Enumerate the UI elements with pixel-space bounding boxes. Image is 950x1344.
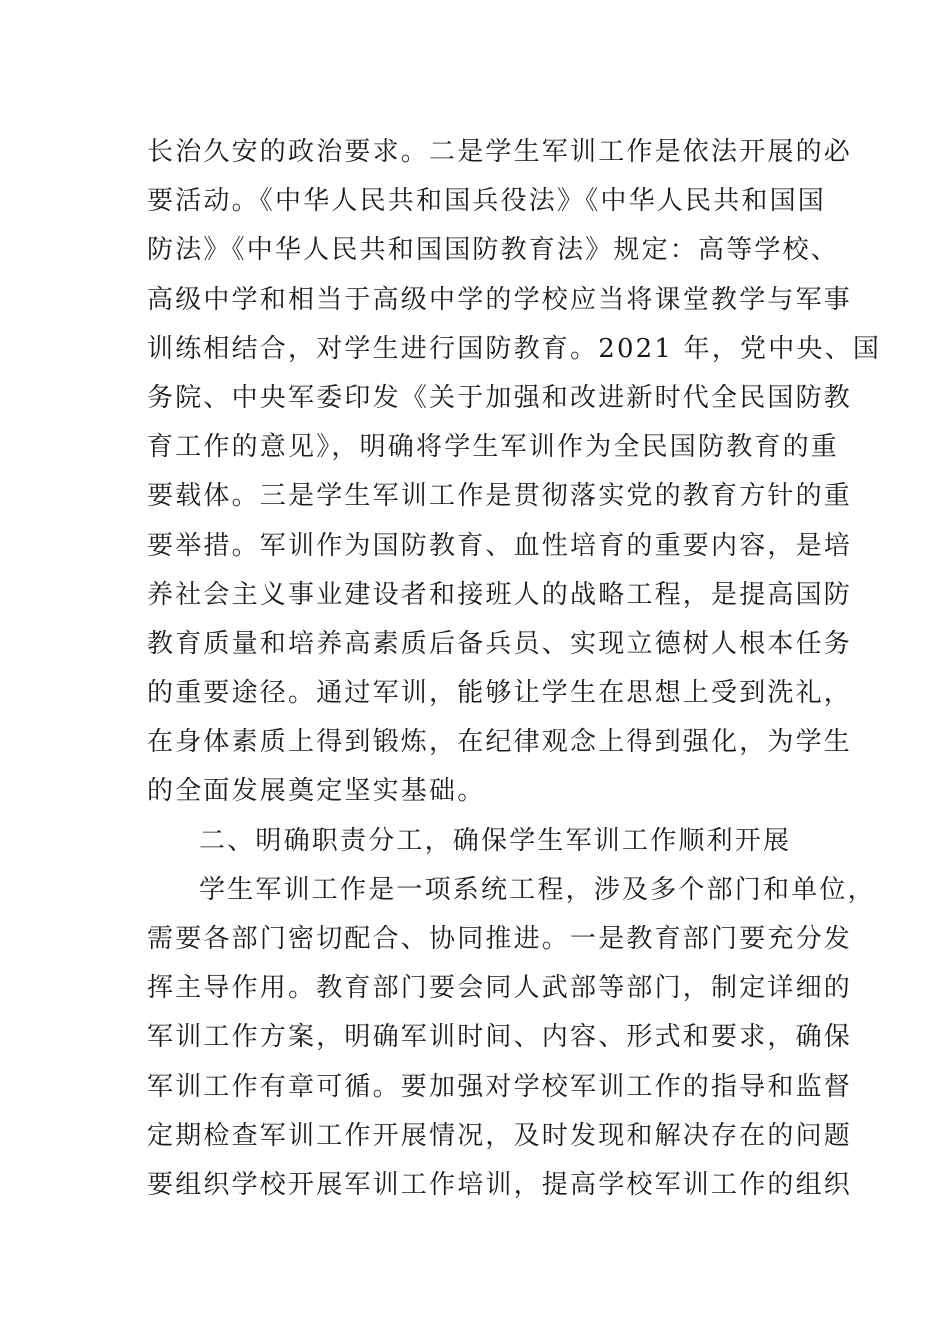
text-line: 育工作的意见》，明确将学生军训作为全民国防教育的重 xyxy=(147,432,840,463)
text-line: 定期检查军训工作开展情况，及时发现和解决存在的问题 xyxy=(147,1120,853,1151)
text-line: 的重要途径。通过军训，能够让学生在思想上受到洗礼， xyxy=(147,678,853,709)
text-line: 训练相结合，对学生进行国防教育。2021 年，党中央、国 xyxy=(147,333,882,364)
section-heading: 二、明确职责分工，确保学生军训工作顺利开展 xyxy=(199,825,792,856)
text-line: 要活动。《中华人民共和国兵役法》《中华人民共和国国 xyxy=(147,186,827,217)
text-line: 军训工作有章可循。要加强对学校军训工作的指导和监督 xyxy=(147,1071,853,1102)
text-line: 要举措。军训作为国防教育、血性培育的重要内容，是培 xyxy=(147,530,853,561)
text-line: 学生军训工作是一项系统工程，涉及多个部门和单位， xyxy=(199,874,876,905)
text-line: 长治久安的政治要求。二是学生军训工作是依法开展的必 xyxy=(147,137,853,167)
body-text xyxy=(147,128,882,1210)
text-line: 需要各部门密切配合、协同推进。一是教育部门要充分发 xyxy=(147,924,853,954)
text-line: 的全面发展奠定坚实基础。 xyxy=(147,776,486,807)
text-line: 养社会主义事业建设者和接班人的战略工程，是提高国防 xyxy=(147,579,853,610)
text-line: 高级中学和相当于高级中学的学校应当将课堂教学与军事 xyxy=(147,284,853,315)
text-line: 务院、中央军委印发《关于加强和改进新时代全民国防教 xyxy=(147,382,853,413)
text-line: 在身体素质上得到锻炼，在纪律观念上得到强化，为学生 xyxy=(147,727,853,758)
text-line: 要组织学校开展军训工作培训，提高学校军训工作的组织 xyxy=(147,1169,853,1200)
text-line: 教育质量和培养高素质后备兵员、实现立德树人根本任务 xyxy=(147,628,853,659)
text-line: 军训工作方案，明确军训时间、内容、形式和要求，确保 xyxy=(147,1022,853,1053)
text-line: 挥主导作用。教育部门要会同人武部等部门，制定详细的 xyxy=(147,973,853,1004)
text-line: 防法》《中华人民共和国国防教育法》规定：高等学校、 xyxy=(147,235,840,266)
text-line: 要载体。三是学生军训工作是贯彻落实党的教育方针的重 xyxy=(147,481,853,512)
